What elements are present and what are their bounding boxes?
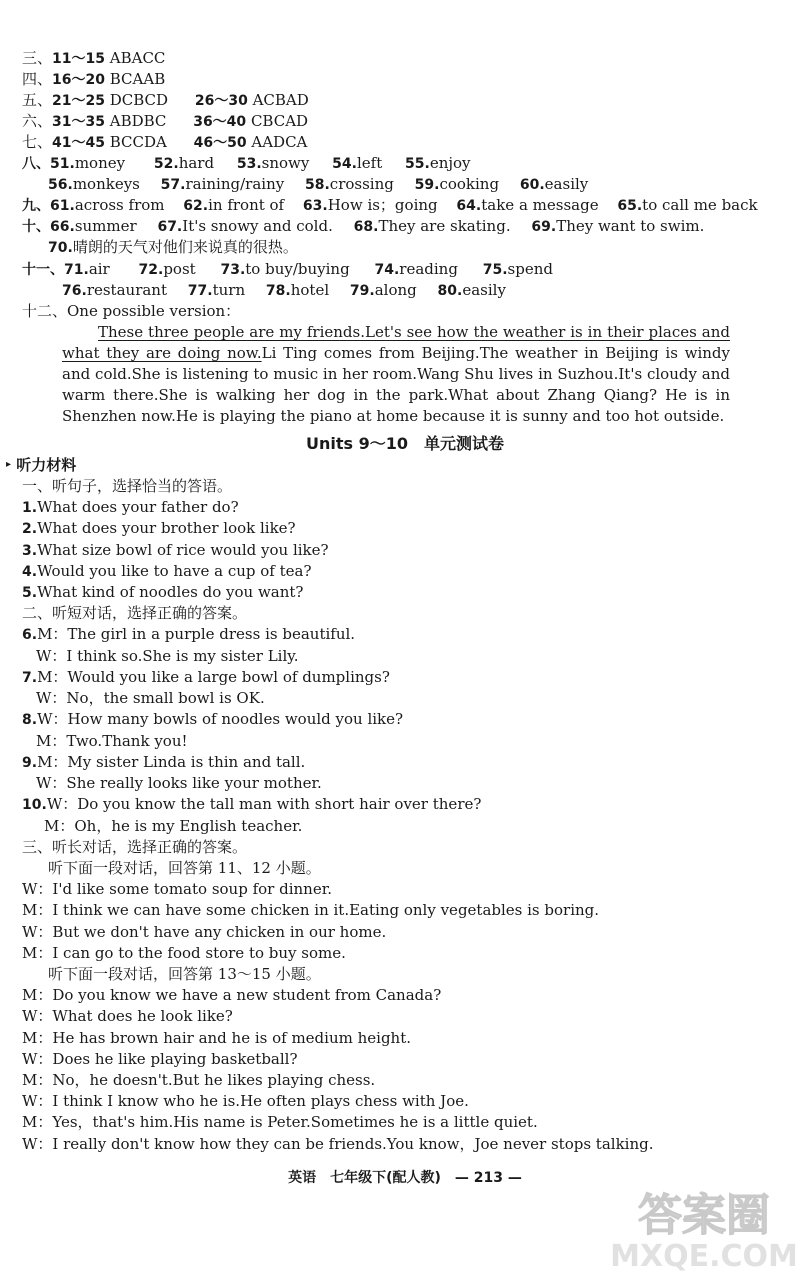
listening-line xyxy=(44,816,302,836)
listening-line xyxy=(22,837,247,857)
item-number: 5. xyxy=(22,585,38,601)
listening-line xyxy=(22,1049,298,1069)
item-number: 6. xyxy=(22,627,38,643)
listening-text: What does your father do? xyxy=(37,498,239,516)
listening-text: W：I'd like some tomato soup for dinner. xyxy=(22,880,332,898)
listening-line xyxy=(48,858,321,878)
bullet-icon: ▸ xyxy=(6,459,12,470)
item-number: 4. xyxy=(22,564,38,580)
listening-line xyxy=(22,985,441,1005)
listening-text: W：I think so.She is my sister Lily. xyxy=(36,647,299,665)
answer-line-11b: 76.restaurant 77.turn 78.hotel 79.along 80.easily xyxy=(62,281,506,299)
answer-line-6: 六、31～35 ABDBC 36～40 CBCAD xyxy=(22,112,309,130)
listening-text: M：He has brown hair and he is of medium height. xyxy=(22,1029,412,1047)
listening-line xyxy=(22,497,239,518)
answer-line-7: 七、41～45 BCCDA 46～50 AADCA xyxy=(22,133,308,151)
listening-text: W：I really don't know how they can be friends.You know，Joe never stops talking. xyxy=(22,1135,654,1153)
listening-line xyxy=(22,922,386,942)
answer-line-5: 五、21～25 DCBCD 26～30 ACBAD xyxy=(22,91,309,109)
listening-text: 听下面一段对话，回答第 13～15 小题。 xyxy=(48,965,321,983)
listening-line xyxy=(22,709,403,730)
listening-line xyxy=(22,540,329,561)
listening-text: W：I think I know who he is.He often plays chess with Joe. xyxy=(22,1092,469,1110)
listening-text: What kind of noodles do you want? xyxy=(37,583,304,601)
listening-text: M：Do you know we have a new student from Canada? xyxy=(22,986,442,1004)
listening-line xyxy=(22,518,296,539)
listening-line xyxy=(48,964,321,984)
answer-line-8b: 56.monkeys 57.raining/rainy 58.crossing 59.cooking 60.easily xyxy=(48,175,589,193)
listening-line xyxy=(22,1028,411,1048)
listening-line xyxy=(36,688,265,708)
unit-title: Units 9～10 单元测试卷 xyxy=(305,434,504,453)
page-footer: 英语 七年级下(配人教) — 213 — xyxy=(288,1170,522,1186)
listening-text: M：My sister Linda is thin and tall. xyxy=(37,753,306,771)
answer-line-3: 三、11～15 ABACC xyxy=(22,49,166,67)
listening-line xyxy=(22,1006,233,1026)
listening-line xyxy=(22,879,332,899)
svg-text:MXQE.COM: MXQE.COM xyxy=(610,1239,798,1272)
listening-line xyxy=(22,1134,654,1154)
svg-text:答案圈: 答案圈 xyxy=(638,1190,770,1241)
answer-line-10b: 70.晴朗的天气对他们来说真的很热。 xyxy=(48,238,298,256)
listening-text: M：No，he doesn't.But he likes playing chess. xyxy=(22,1071,376,1089)
listening-text: 三、听长对话，选择正确的答案。 xyxy=(22,838,248,856)
listening-text: W：What does he look like? xyxy=(22,1007,233,1025)
item-number: 9. xyxy=(22,755,38,771)
listening-line xyxy=(36,731,188,751)
listening-text: W：She really looks like your mother. xyxy=(36,774,322,792)
answer-line-8: 八、51.money 52.hard 53.snowy 54.left 55.enjoy xyxy=(22,154,471,172)
listening-line xyxy=(22,794,481,815)
listening-text: Would you like to have a cup of tea? xyxy=(37,562,312,580)
listening-line xyxy=(22,900,599,920)
item-number: 3. xyxy=(22,543,38,559)
listening-text: What size bowl of rice would you like? xyxy=(37,541,329,559)
listening-text: W：How many bowls of noodles would you like? xyxy=(37,710,404,728)
listening-line xyxy=(22,943,346,963)
listening-line xyxy=(22,561,312,582)
listening-text: M：Oh，he is my English teacher. xyxy=(44,817,303,835)
watermark-logo xyxy=(604,1182,804,1272)
listening-line xyxy=(22,667,390,688)
item-number: 1. xyxy=(22,500,38,516)
listening-text: M：The girl in a purple dress is beautiful. xyxy=(37,625,356,643)
listening-line xyxy=(22,1070,375,1090)
listening-text: W：Do you know the tall man with short hair over there? xyxy=(46,795,482,813)
listening-text: W：No，the small bowl is OK. xyxy=(36,689,265,707)
listening-text: M：Would you like a large bowl of dumplings? xyxy=(37,668,390,686)
item-number: 7. xyxy=(22,670,38,686)
listening-text: M：I can go to the food store to buy some. xyxy=(22,944,346,962)
listening-line xyxy=(36,773,322,793)
listening-line xyxy=(22,603,247,623)
sample-essay xyxy=(62,322,730,427)
answer-line-10: 十、66.summer 67.It's snowy and cold. 68.They are skating. 69.They want to swim. xyxy=(22,217,705,235)
item-number: 10. xyxy=(22,797,47,813)
listening-line xyxy=(36,646,299,666)
answer-line-4: 四、16～20 BCAAB xyxy=(22,70,166,88)
essay-intro-underlined: These three people are my friends.Let's see how the weather is in their places and what they are doing now. xyxy=(62,323,730,362)
answer-line-9: 九、61.across from 62.in front of 63.How is；going 64.take a message 65.to call me back xyxy=(22,196,758,214)
listening-line xyxy=(22,1091,469,1111)
answer-line-11: 十一、71.air 72.post 73.to buy/buying 74.reading 75.spend xyxy=(22,260,553,278)
listening-text: M：I think we can have some chicken in it.Eating only vegetables is boring. xyxy=(22,901,600,919)
listening-text: 听下面一段对话，回答第 11、12 小题。 xyxy=(48,859,321,877)
answer-line-12: 十二、One possible version： xyxy=(22,302,241,320)
listening-text: W：Does he like playing basketball? xyxy=(22,1050,298,1068)
listening-text: M：Yes，that's him.His name is Peter.Sometimes he is a little quiet. xyxy=(22,1113,538,1131)
listening-heading: ▸ 听力材料 xyxy=(6,456,77,474)
item-number: 8. xyxy=(22,712,38,728)
listening-line xyxy=(22,1112,538,1132)
listening-line xyxy=(22,476,232,496)
listening-text: W：But we don't have any chicken in our home. xyxy=(22,923,387,941)
item-number: 2. xyxy=(22,521,38,537)
listening-line xyxy=(22,752,305,773)
listening-line xyxy=(22,624,355,645)
listening-text: What does your brother look like? xyxy=(37,519,296,537)
listening-text: 一、听句子，选择恰当的答语。 xyxy=(22,477,233,495)
listening-text: M：Two.Thank you! xyxy=(36,732,188,750)
listening-text: 二、听短对话，选择正确的答案。 xyxy=(22,604,248,622)
essay-body: Li Ting comes from Beijing.The weather in Beijing is windy and cold.She is listening to music in her room.Wang Shu lives in Suzhou.It's cloudy and warm there.She is walking her dog in the park.What about Zhang Qiang? He is in Shenzhen now.He is playing the piano at home because it is sunny and too hot outside. xyxy=(62,344,730,425)
listening-line xyxy=(22,582,303,603)
